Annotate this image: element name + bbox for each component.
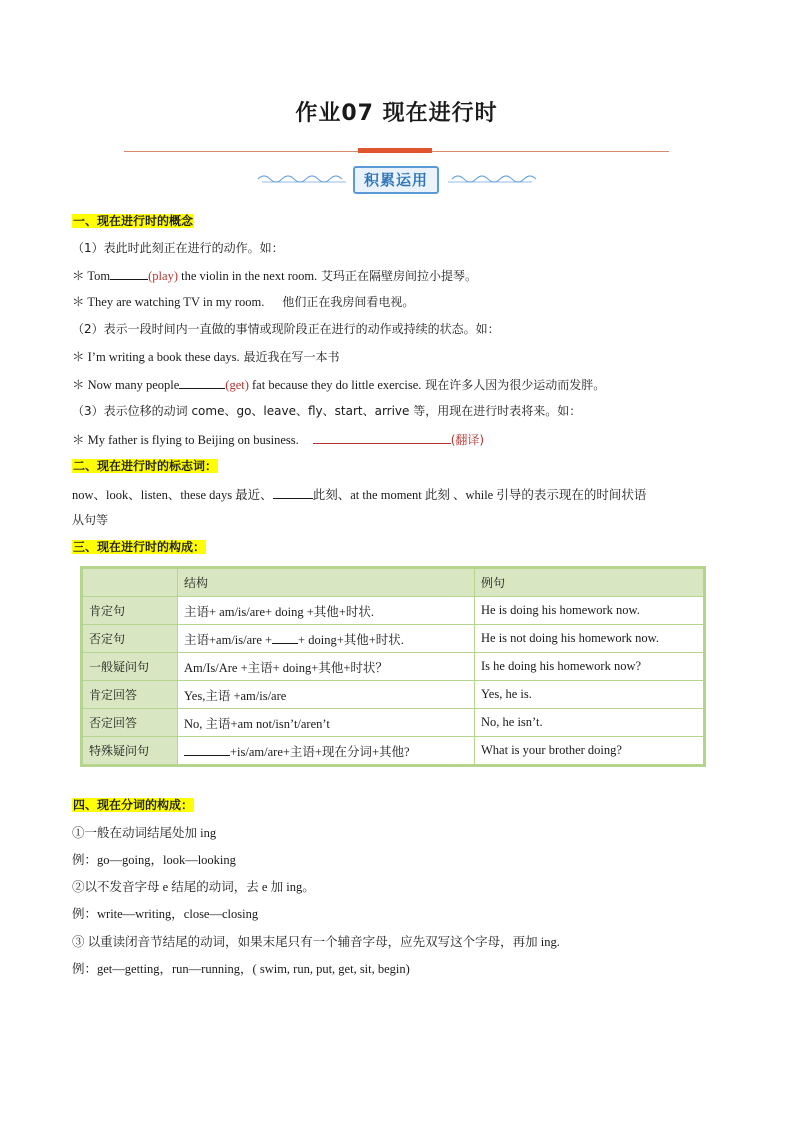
rule-1: ①一般在动词结尾处加 ing <box>72 826 217 840</box>
table-header-cell <box>82 568 178 597</box>
example-1: ＊ Tom (play) the violin in the next room. 艾玛正在隔壁房间拉小提琴。 <box>72 269 478 283</box>
example-cell: No, he isn’t. <box>475 709 705 737</box>
title-divider-accent <box>358 148 432 153</box>
structure-cell: +is/am/are+主语+现在分词+其他? <box>178 737 475 766</box>
rule-1-example: 例：go—going，look—looking <box>72 853 236 867</box>
section-banner <box>256 166 538 194</box>
left-wave-ornament <box>256 172 348 186</box>
row-label: 特殊疑问句 <box>82 737 178 766</box>
section-3-heading: 三、现在进行时的构成： <box>73 540 206 554</box>
structure-cell: 主语+am/is/are + + doing+其他+时状. <box>178 625 475 653</box>
example-2: ＊ They are watching TV in my room. 他们正在我房间看电视。 <box>72 295 415 309</box>
example-cell: Is he doing his homework now? <box>475 653 705 681</box>
example-cell: Yes, he is. <box>475 681 705 709</box>
answer-blank[interactable] <box>179 376 225 389</box>
section-4-heading: 四、现在分词的构成： <box>73 798 194 812</box>
table-row <box>82 709 705 737</box>
row-label: 肯定回答 <box>82 681 178 709</box>
structure-cell: 主语+ am/is/are+ doing +其他+时状. <box>178 597 475 625</box>
concept-point-2: （2）表示一段时间内一直做的事情或现阶段正在进行的动作或持续的状态。如： <box>72 322 500 336</box>
example-cell: He is not doing his homework now. <box>475 625 705 653</box>
example-3: ＊ I’m writing a book these days. 最近我在写一本书 <box>72 350 340 364</box>
row-label: 否定回答 <box>82 709 178 737</box>
row-label: 一般疑问句 <box>82 653 178 681</box>
example-cell: What is your brother doing? <box>475 737 705 766</box>
table-header-cell: 例句 <box>475 568 705 597</box>
rule-3: ③ 以重读闭音节结尾的动词，如果末尾只有一个辅音字母，应先双写这个字母，再加 ing. <box>72 935 560 949</box>
signal-words-line: now、look、listen、these days 最近、 此刻、at the moment 此刻 、while 引导的表示现在的时间状语 <box>72 488 647 502</box>
table-row <box>82 625 705 653</box>
section-2-heading: 二、现在进行时的标志词： <box>73 459 218 473</box>
translation-blank[interactable] <box>313 431 451 444</box>
example-cell: He is doing his homework now. <box>475 597 705 625</box>
structure-cell: No, 主语+am not/isn’t/aren’t <box>178 709 475 737</box>
table-header-cell: 结构 <box>178 568 475 597</box>
page-title: 作业07 现在进行时 <box>295 101 498 126</box>
answer-blank[interactable] <box>184 743 230 756</box>
answer-blank[interactable] <box>273 486 313 499</box>
table-row <box>82 681 705 709</box>
structure-cell: Yes,主语 +am/is/are <box>178 681 475 709</box>
right-wave-ornament <box>446 172 538 186</box>
structure-cell: Am/Is/Are +主语+ doing+其他+时状？ <box>178 653 475 681</box>
concept-point-1: （1）表此时此刻正在进行的动作。如： <box>72 241 284 255</box>
answer-blank[interactable] <box>272 631 298 644</box>
structure-table <box>80 566 706 767</box>
rule-2: ②以不发音字母 e 结尾的动词，去 e 加 ing。 <box>72 880 315 894</box>
table-row <box>82 597 705 625</box>
row-label: 肯定句 <box>82 597 178 625</box>
row-label: 否定句 <box>82 625 178 653</box>
section-1-heading: 一、现在进行时的概念 <box>73 214 194 228</box>
table-row <box>82 737 705 766</box>
answer-blank[interactable] <box>110 267 148 280</box>
example-4: ＊ Now many people (get) fat because they do little exercise. 现在许多人因为很少运动而发胖。 <box>72 378 606 392</box>
rule-3-example: 例：get—getting，run—running，( swim, run, put, get, sit, begin) <box>72 962 410 976</box>
example-5: ＊ My father is flying to Beijing on business. (翻译) <box>72 433 485 447</box>
signal-words-line-2: 从句等 <box>72 513 109 527</box>
table-row <box>82 653 705 681</box>
banner-label: 积累运用 <box>353 166 439 194</box>
rule-2-example: 例：write—writing，close—closing <box>72 907 259 921</box>
concept-point-3: （3）表示位移的动词 come、go、leave、fly、start、arrive 等，用现在进行时表将来。如： <box>72 404 582 418</box>
table-header-row <box>82 568 705 597</box>
